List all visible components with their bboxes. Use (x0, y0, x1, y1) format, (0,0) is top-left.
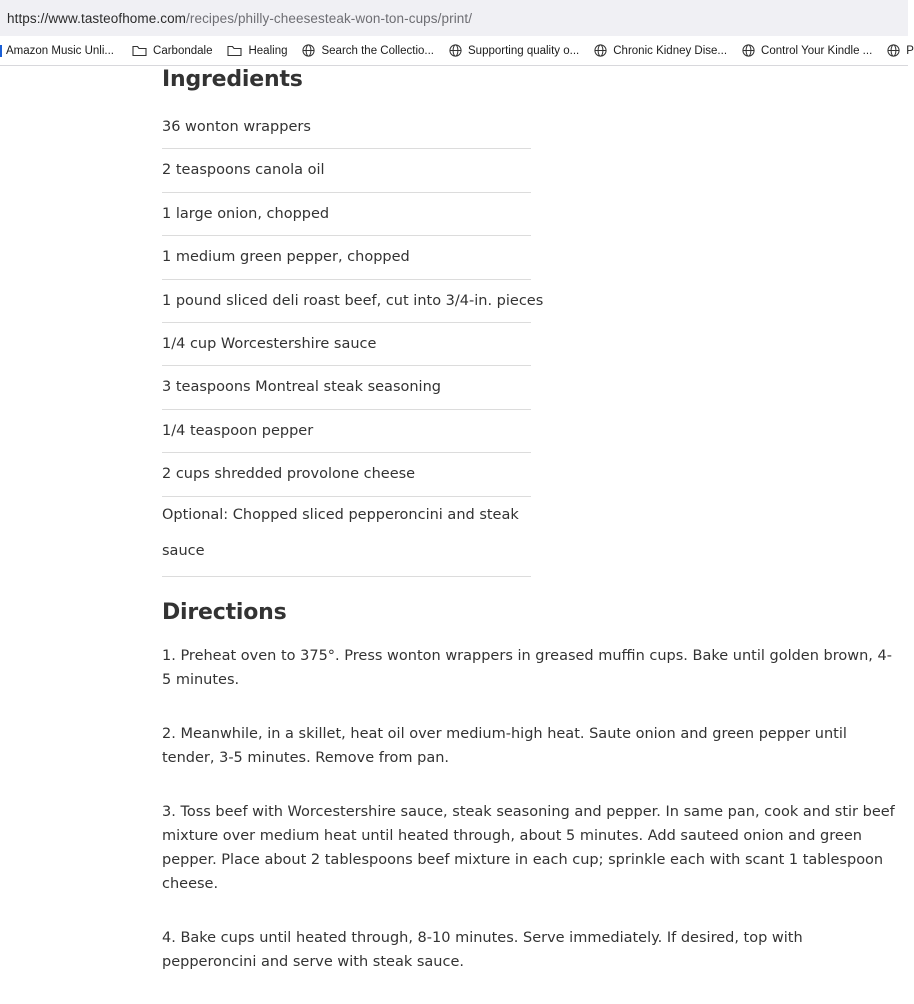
direction-step: 4. Bake cups until heated through, 8-10 minutes. Serve immediately. If desired, top with pepperoncini and serve with steak sauce. (162, 930, 803, 970)
bookmark-label: Control Your Kindle ... (761, 44, 873, 57)
ingredient-item: 1 medium green pepper, chopped (162, 236, 531, 279)
ingredient-item: 1/4 teaspoon pepper (162, 410, 531, 453)
globe-icon (742, 44, 755, 57)
ingredient-item: 2 teaspoons canola oil (162, 149, 531, 192)
bookmark-supporting-quality[interactable] (449, 44, 579, 57)
bookmark-label: Carbondale (153, 44, 213, 57)
ingredient-item: 2 cups shredded provolone cheese (162, 453, 531, 496)
bookmark-label: Chronic Kidney Dise... (613, 44, 728, 57)
ingredient-item: 1 pound sliced deli roast beef, cut into 3/4-in. pieces (162, 280, 531, 323)
bookmark-label: Healing (248, 44, 288, 57)
bookmark-folder-healing[interactable] (227, 45, 287, 57)
ingredients-list (162, 106, 544, 577)
globe-icon (887, 44, 900, 57)
globe-icon (594, 44, 607, 57)
directions-list (162, 644, 897, 1004)
ingredient-item: 36 wonton wrappers (162, 106, 531, 149)
globe-icon (449, 44, 462, 57)
bookmark-overflow[interactable] (887, 44, 914, 57)
ingredient-item: 1/4 cup Worcestershire sauce (162, 323, 531, 366)
bookmark-control-kindle[interactable] (742, 44, 872, 57)
bookmark-label: Amazon Music Unli... (6, 44, 115, 57)
bookmark-chronic-kidney[interactable] (594, 44, 727, 57)
globe-icon (302, 44, 315, 57)
direction-step: 3. Toss beef with Worcestershire sauce, steak seasoning and pepper. In same pan, cook and stir beef mixture over medium heat until heated through, about 5 minutes. Add sauteed onion and green pepper. Place about 2 tablespoons beef mixture in each cup; sprinkle each with scant 1 tablespoon cheese. (162, 804, 895, 892)
bookmark-label: Search the Collectio... (321, 44, 434, 57)
bookmark-search-collection[interactable] (302, 44, 434, 57)
ingredient-item: 1 large onion, chopped (162, 193, 531, 236)
address-bar[interactable] (0, 0, 908, 36)
bookmark-label: Supporting quality o... (468, 44, 580, 57)
directions-heading: Directions (162, 600, 287, 625)
bookmark-label: P (906, 44, 914, 57)
direction-step: 2. Meanwhile, in a skillet, heat oil over medium-high heat. Saute onion and green pepper until tender, 3-5 minutes. Remove from pan. (162, 726, 847, 766)
direction-step: 1. Preheat oven to 375°. Press wonton wrappers in greased muffin cups. Bake until golden brown, 4-5 minutes. (162, 648, 892, 688)
folder-icon (132, 45, 147, 57)
ingredient-item: Optional: Chopped sliced pepperoncini and steak sauce (162, 497, 531, 577)
folder-icon (227, 45, 242, 57)
ingredient-item: 3 teaspoons Montreal steak seasoning (162, 366, 531, 409)
url-path: /recipes/philly-cheesesteak-won-ton-cups/print/ (186, 10, 473, 26)
ingredients-heading: Ingredients (162, 67, 303, 92)
bookmark-folder-carbondale[interactable] (132, 45, 212, 57)
bookmarks-bar (0, 36, 914, 66)
bookmark-amazon-music[interactable] (0, 45, 114, 57)
url-host: https://www.tasteofhome.com (7, 10, 187, 26)
